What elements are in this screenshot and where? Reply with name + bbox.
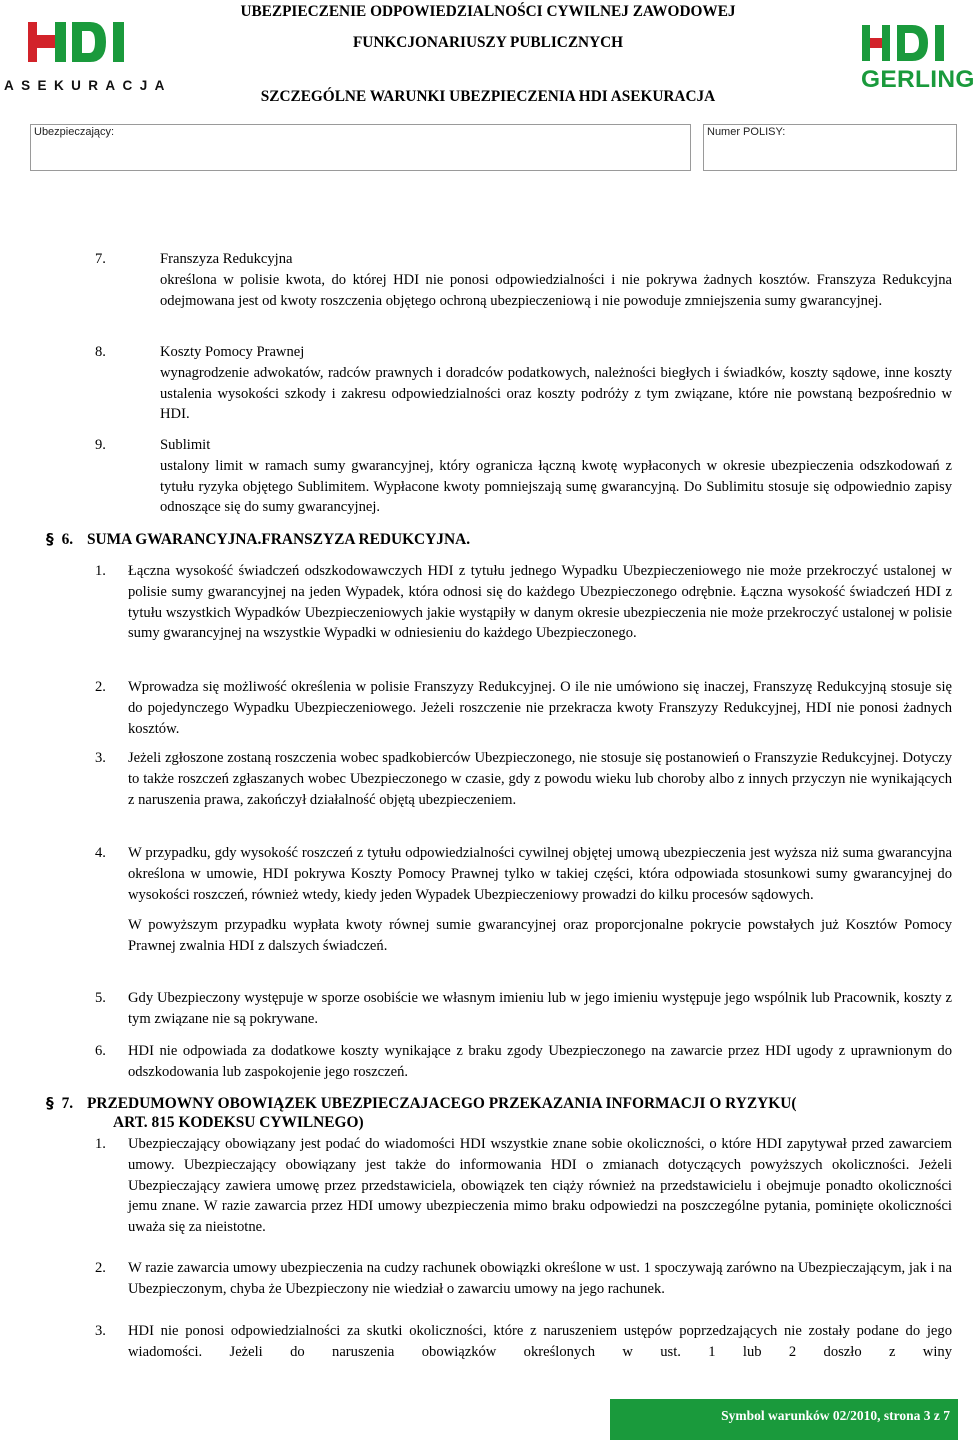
s7-item-1 (128, 1134, 952, 1238)
s6-item-2 (128, 677, 952, 739)
section-7-title-line2: ART. 815 KODEKSU CYWILNEGO) (113, 1114, 364, 1131)
s7-item-3-number: 3. (95, 1323, 106, 1339)
definition-7-term: Franszyza Redukcyjna (160, 251, 293, 267)
section-6-title: SUMA GWARANCYJNA.FRANSZYZA REDUKCYJNA. (86, 531, 471, 548)
section-sign: § (46, 530, 54, 548)
s6-item-5-number: 5. (95, 990, 106, 1006)
hdi-gerling-logo (862, 25, 958, 66)
definition-9 (160, 435, 952, 518)
definition-8-text: wynagrodzenie adwokatów, radców prawnych i doradców podatkowych, należności biegłych i świadków, koszty sądowe, inne koszty ustalenia wysokości szkody i zakresu odpowiedzialności oraz koszty podróży z tym związane, które nie powstaną bezpośrednio w HDI. (160, 364, 952, 423)
header-title-line2: FUNKCJONARIUSZY PUBLICZNYCH (352, 34, 624, 51)
s7-item-2-text: W razie zawarcia umowy ubezpieczenia na cudzy rachunek obowiązki określone w ust. 1 spoczywają zarówno na Ubezpieczającym, jak i na Ubezpieczonym, chyba że Ubezpieczony nie wiedział o zawarciu umowy na jego rachunek. (128, 1260, 952, 1297)
footer-bar (610, 1399, 958, 1440)
s7-item-2-number: 2. (95, 1260, 106, 1276)
s7-item-3 (128, 1321, 952, 1363)
header-title-line3: SZCZEGÓLNE WARUNKI UBEZPIECZENIA HDI ASEKURACJA (260, 88, 716, 105)
definition-9-text: ustalony limit w ramach sumy gwarancyjnej, który ogranicza łączną kwotę wypłaconych w okresie ubezpieczenia odszkodowań z tytułu ryzyka objętego Sublimitem. Wypłacone kwoty pomniejszają sumę gwarancyjną. Do Sublimitu stosuje się odpowiednio zapisy odnoszące się do sumy gwarancyjnej. (160, 457, 952, 516)
s6-item-1 (128, 561, 952, 644)
s7-item-3-text: HDI nie ponosi odpowiedzialności za skutki okoliczności, które z naruszeniem ustępów poprzedzających nie zostały podane do jego wiadomości. Jeżeli do naruszenia obowiązków określonych w ust. 1 lub 2 doszło z winy (128, 1323, 952, 1360)
s6-item-4-number: 4. (95, 845, 106, 861)
header-title-line1: UBEZPIECZENIE ODPOWIEDZIALNOŚCI CYWILNEJ ZAWODOWEJ (240, 3, 736, 20)
definition-9-number: 9. (95, 437, 106, 453)
s6-item-1-number: 1. (95, 563, 106, 579)
footer-page-info: Symbol warunków 02/2010, strona 3 z 7 (721, 1408, 950, 1423)
s6-item-6 (128, 1041, 952, 1083)
asekuracja-logo-text: ASEKURACJA (4, 78, 172, 93)
definition-9-term: Sublimit (160, 437, 211, 453)
s6-item-5 (128, 988, 952, 1030)
definition-8-term: Koszty Pomocy Prawnej (160, 344, 305, 360)
s6-item-1-text: Łączna wysokość świadczeń odszkodowawczych HDI z tytułu jednego Wypadku Ubezpieczeniowego nie może przekroczyć ustalonej w polisie sumy gwarancyjnej na jeden Wypadek, która odnosi się do każdego Ubezpieczonego odrębnie. Łączna wysokość świadczeń HDI z tytułu wszystkich Wypadków Ubezpieczeniowych jakie wystąpiły w danym okresie ubezpieczenia nie może przekroczyć ustalonej w polisie sumy gwarancyjnej na wszystkie Wypadki w odniesieniu do każdego Ubezpieczonego. (128, 563, 952, 642)
section-6-number: 6. (61, 531, 74, 548)
definition-8 (160, 342, 952, 425)
s6-item-3 (128, 748, 952, 810)
definition-7 (160, 249, 952, 311)
s6-item-6-text: HDI nie odpowiada za dodatkowe koszty wynikające z braku zgody Ubezpieczonego na zawarcie przez HDI ugody z uprawnionym do odszkodowania lub zaspokojenie jego roszczeń. (128, 1043, 952, 1080)
insured-field[interactable] (30, 124, 691, 171)
s6-item-4 (128, 843, 952, 957)
definition-8-number: 8. (95, 344, 106, 360)
hdi-logo-left (28, 22, 136, 67)
s6-item-4-text: W przypadku, gdy wysokość roszczeń z tytułu odpowiedzialności cywilnej objętej umową ubezpieczenia jest wyższa niż suma gwarancyjna określona w umowie, HDI pokrywa Koszty Pomocy Prawnej tylko w takiej części, która odpowiada stosunkowi sumy gwarancyjnej do wysokości roszczeń, również wtedy, kiedy jeden Wypadek Ubezpieczeniowy prowadzi do kilku procesów sądowych. (128, 845, 952, 903)
definition-7-number: 7. (95, 251, 106, 267)
s6-item-2-number: 2. (95, 679, 106, 695)
definition-7-text: określona w polisie kwota, do której HDI nie ponosi odpowiedzialności i nie pokrywa żadnych kosztów. Franszyza Redukcyjna odejmowana jest od kwoty roszczenia objętego ochroną ubezpieczeniową i nie powoduje zmniejszenia sumy gwarancyjnej. (160, 271, 952, 309)
section-7-heading (46, 1094, 956, 1113)
section-sign: § (46, 1094, 54, 1112)
s7-item-1-text: Ubezpieczający obowiązany jest podać do wiadomości HDI wszystkie znane sobie okoliczności, o które HDI zapytywał przed zawarciem umowy. Ubezpieczający obowiązany jest także do informowania HDI o zmianach dotyczących powyższych okoliczności. Jeżeli Ubezpieczający zawiera umowę przez przedstawiciela, obowiązek ten ciąży również na przedstawicielu i obejmuje ponadto okoliczności jemu znane. W razie zawarcia przez HDI umowy ubezpieczenia mimo braku odpowiedzi na poszczególne pytania, pominięte okoliczności uważa się za nieistotne. (128, 1136, 952, 1236)
section-7-title-line1: PRZEDUMOWNY OBOWIĄZEK UBEZPIECZAJACEGO PRZEKAZANIA INFORMACJI O RYZYKU( (86, 1095, 797, 1112)
s6-item-2-text: Wprowadza się możliwość określenia w polisie Franszyzy Redukcyjnej. O ile nie umówiono się inaczej, Franszyzę Redukcyjną stosuje się do pojedynczego Wypadku Ubezpieczeniowego. Jeżeli roszczenie nie przekracza kwoty Franszyzy Redukcyjnej, HDI nie ponosi żadnych kosztów. (128, 679, 952, 737)
policy-number-field[interactable] (703, 124, 957, 171)
s6-item-3-number: 3. (95, 750, 106, 766)
s7-item-1-number: 1. (95, 1136, 106, 1152)
s7-item-2 (128, 1258, 952, 1300)
s6-item-3-text: Jeżeli zgłoszone zostaną roszczenia wobec spadkobierców Ubezpieczonego, nie stosuje się postanowień o Franszyzie Redukcyjnej. Dotyczy to także roszczeń zgłaszanych wobec Ubezpieczonego w czasie, gdy z powodu wieku lub choroby albo z innych przyczyn nie wynikających z naruszenia prawa, zakończył działalność objętą ubezpieczeniem. (128, 750, 952, 808)
section-7-number: 7. (61, 1095, 74, 1112)
section-6-heading (46, 530, 470, 549)
gerling-logo-text: GERLING (861, 66, 975, 93)
s6-item-5-text: Gdy Ubezpieczony występuje w sporze osobiście we własnym imieniu lub w jego imieniu występuje jego wspólnik lub Pracownik, koszty z tym związane nie są pokrywane. (128, 990, 952, 1027)
s6-item-6-number: 6. (95, 1043, 106, 1059)
insured-label: Ubezpieczający: (34, 126, 115, 138)
s6-item-4-text2: W powyższym przypadku wypłata kwoty równej sumie gwarancyjnej oraz proporcjonalne pokrycie powstałych już Kosztów Pomocy Prawnej zwalnia HDI z dalszych świadczeń. (128, 917, 952, 955)
policy-number-label: Numer POLISY: (707, 126, 786, 138)
